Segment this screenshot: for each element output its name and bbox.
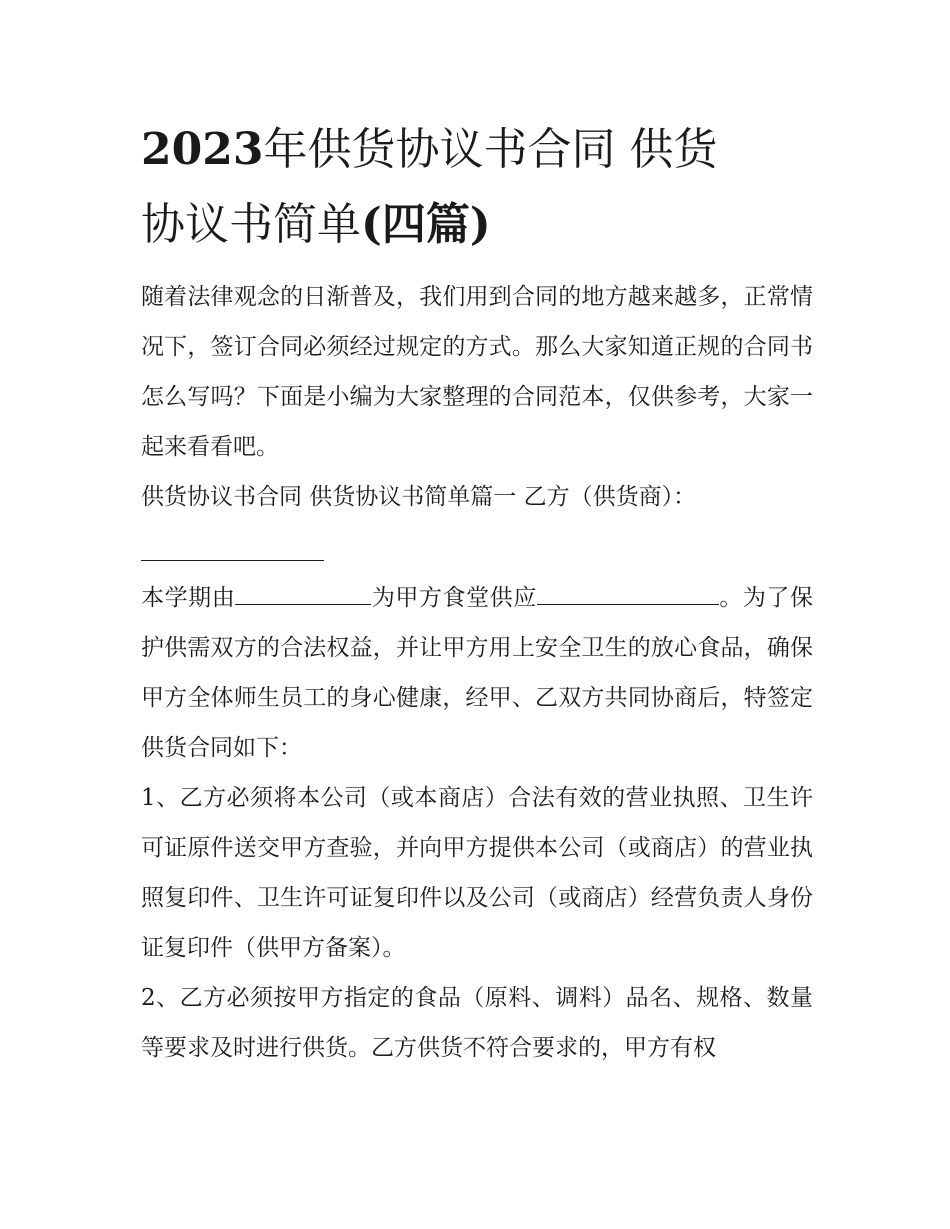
p1-text-c: 。为了保护供需双方的合法权益，并让甲方用上安全卫生的放心食品，确保甲方全体师生员工的身心健康，经甲、乙双方共同协商后，特签定供货合同如下： [141,585,813,761]
clause-2: 2、乙方必须按甲方指定的食品（原料、调料）品名、规格、数量等要求及时进行供货。乙方供货不符合要求的，甲方有权 [141,985,813,1061]
supplier-name-blank [141,522,324,561]
section-heading: 供货协议书合同 供货协议书简单篇一 乙方（供货商）： [141,484,697,510]
title-paren: (四篇) [361,199,491,250]
p1-text-a: 本学期由 [141,585,236,611]
title-line2-text: 协议书简单 [141,199,361,250]
paragraph-supply [141,573,813,773]
clause-1: 1、乙方必须将本公司（或本商店）合法有效的营业执照、卫生许可证原件送交甲方查验，并向甲方提供本公司（或商店）的营业执照复印件、卫生许可证复印件以及公司（或商店）经营负责人身份证复印件（供甲方备案）。 [141,785,813,961]
p1-text-b: 为甲方食堂供应 [371,585,537,611]
document-page [141,112,813,1073]
intro-paragraph: 随着法律观念的日渐普及，我们用到合同的地方越来越多，正常情况下，签订合同必须经过规定的方式。那么大家知道正规的合同书怎么写吗？下面是小编为大家整理的合同范本，仅供参考，大家一起来看看吧。 [141,284,813,460]
document-title [141,112,813,262]
title-year: 2023 [141,124,264,175]
supplier-blank [235,574,371,605]
goods-blank [537,574,719,605]
title-line1-text: 年供货协议书合同 供货 [263,124,718,175]
